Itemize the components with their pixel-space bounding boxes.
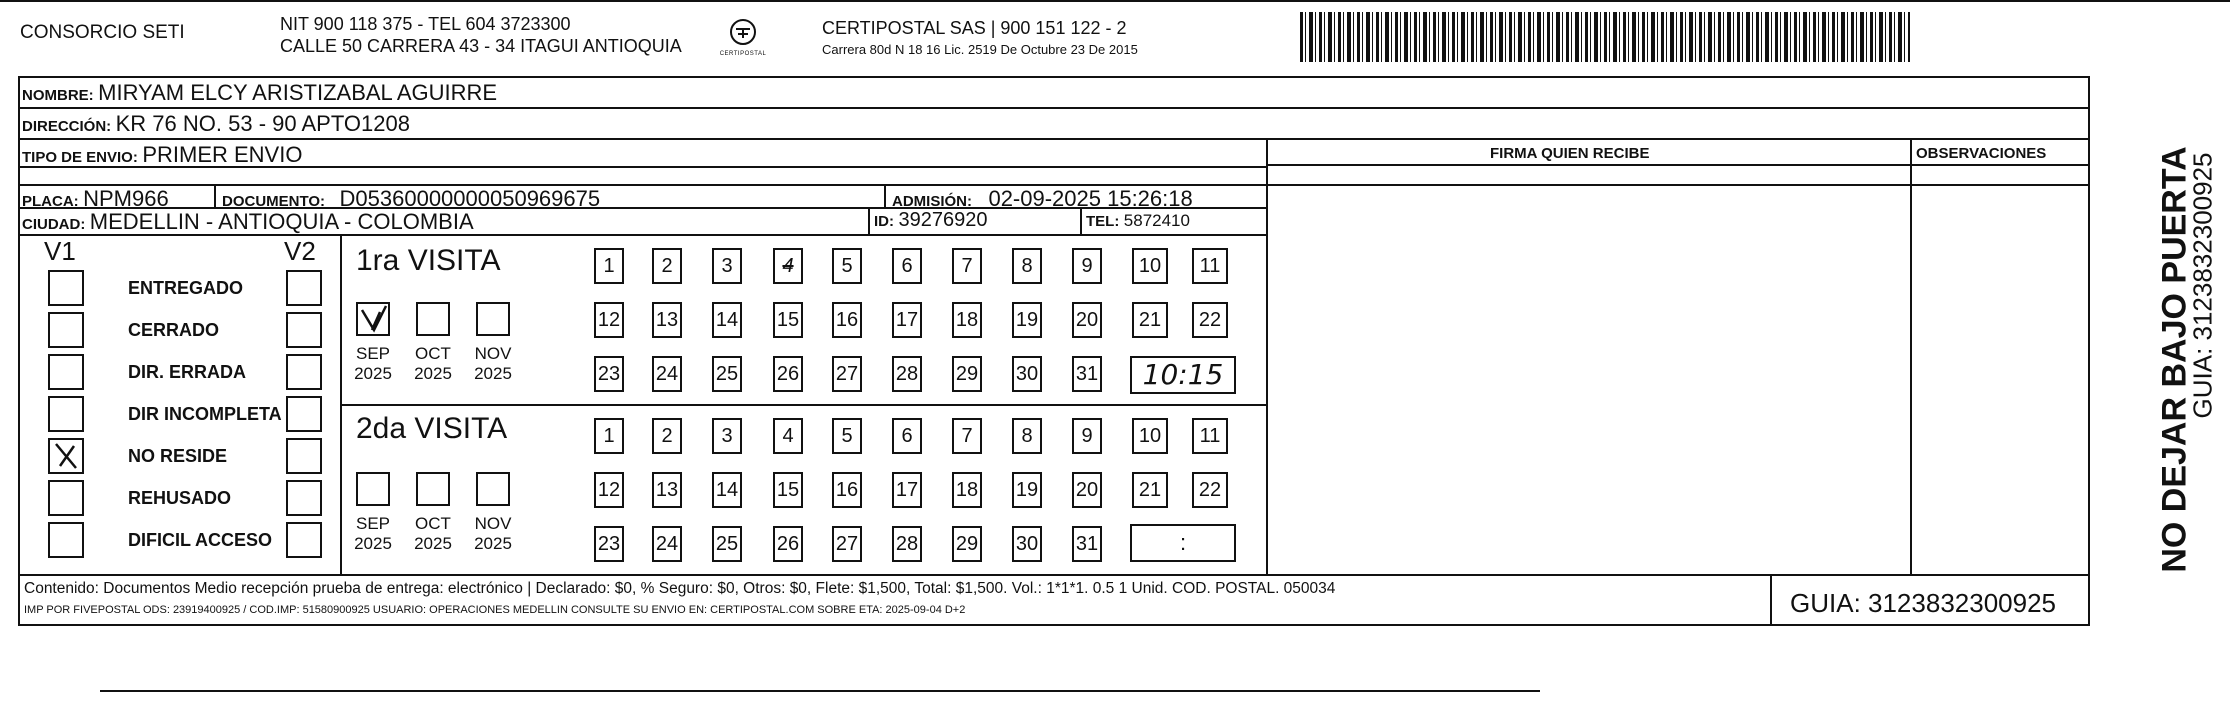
col-line <box>884 184 886 208</box>
status-v2-checkbox[interactable] <box>286 354 322 390</box>
tipo-label: TIPO DE ENVIO: <box>22 149 138 166</box>
visit2-month-label: SEP <box>355 514 391 533</box>
visit1-day-box[interactable]: 17 <box>892 302 922 338</box>
nombre-row <box>22 80 497 106</box>
visit1-month-label: OCT <box>415 344 451 363</box>
visit2-day-box[interactable]: 26 <box>773 526 803 562</box>
status-label: ENTREGADO <box>128 278 244 298</box>
visit1-day-box[interactable]: 1 <box>594 248 624 284</box>
side-guia-text: GUIA: 3123832300925 <box>2187 152 2218 419</box>
visit1-day-box[interactable]: 11 <box>1192 248 1228 284</box>
visit2-day-box[interactable]: 29 <box>952 526 982 562</box>
visit1-month-checkbox[interactable] <box>356 302 390 336</box>
visit1-day-box[interactable]: 18 <box>952 302 982 338</box>
nombre-value: MIRYAM ELCY ARISTIZABAL AGUIRRE <box>98 80 498 105</box>
visit2-month-label: NOV <box>474 514 512 533</box>
visit1-day-box[interactable]: 8 <box>1012 248 1042 284</box>
tipo-value: PRIMER ENVIO <box>142 142 303 167</box>
visit1-day-box[interactable]: 15 <box>773 302 803 338</box>
direccion-value: KR 76 NO. 53 - 90 APTO1208 <box>115 111 410 136</box>
id-value: 39276920 <box>898 209 988 231</box>
address-line: CALLE 50 CARRERA 43 - 34 ITAGUI ANTIOQUIA <box>280 36 682 56</box>
documento-label: DOCUMENTO: <box>222 193 326 210</box>
visit2-day-box[interactable]: 18 <box>952 472 982 508</box>
visit1-day-box[interactable]: 28 <box>892 356 922 392</box>
visit2-month-year: 2025 <box>414 534 452 553</box>
placa-label: PLACA: <box>22 193 79 210</box>
visit1-day-box[interactable]: 9 <box>1072 248 1102 284</box>
status-v1-checkbox[interactable] <box>48 522 84 558</box>
ciudad-row <box>22 209 474 235</box>
certipostal-logo-icon <box>728 18 758 46</box>
visit1-month-checkbox[interactable] <box>476 302 510 336</box>
status-v1-checkbox[interactable] <box>48 354 84 390</box>
visit1-month-label: NOV <box>474 344 512 363</box>
status-label: DIR INCOMPLETA <box>128 404 282 424</box>
visit2-month-label: OCT <box>415 514 451 533</box>
tel-value: 5872410 <box>1123 211 1190 230</box>
visit1-day-box[interactable]: 31 <box>1072 356 1102 392</box>
visit1-day-box[interactable]: 23 <box>594 356 624 392</box>
visit2-day-box[interactable]: 16 <box>832 472 862 508</box>
certipostal-logo <box>718 18 768 64</box>
status-v1-checkbox[interactable] <box>48 438 84 474</box>
status-v2-checkbox[interactable] <box>286 270 322 306</box>
status-v2-checkbox[interactable] <box>286 438 322 474</box>
visit1-day-box[interactable]: 5 <box>832 248 862 284</box>
visit2-day-box[interactable]: 30 <box>1012 526 1042 562</box>
tel-row <box>1086 211 1190 231</box>
documento-value: D05360000000050969675 <box>339 186 601 211</box>
visit2-day-box[interactable]: 12 <box>594 472 624 508</box>
col-line <box>2088 138 2090 186</box>
placa-value: NPM966 <box>83 186 169 211</box>
visit1-day-box[interactable]: 3 <box>712 248 742 284</box>
visit1-day-box[interactable]: 22 <box>1192 302 1228 338</box>
visit2-day-box[interactable]: 20 <box>1072 472 1102 508</box>
col-line <box>214 184 216 208</box>
v2-label: V2 <box>284 236 316 266</box>
visit1-day-box[interactable]: 12 <box>594 302 624 338</box>
row-line <box>18 107 2090 109</box>
status-v2-checkbox[interactable] <box>286 312 322 348</box>
visit1-month-year: 2025 <box>474 364 512 383</box>
col-line <box>1266 138 1268 574</box>
visit1-day-box[interactable]: 29 <box>952 356 982 392</box>
visit2-day-box[interactable]: 28 <box>892 526 922 562</box>
visit2-day-box[interactable]: 21 <box>1132 472 1168 508</box>
visit1-day-box[interactable]: 14 <box>712 302 742 338</box>
col-line <box>1770 574 1772 626</box>
visit2-title: 2da VISITA <box>356 412 508 445</box>
col-line <box>1910 138 1912 574</box>
visit2-day-box[interactable]: 11 <box>1192 418 1228 454</box>
row-line <box>1266 164 2090 166</box>
visit1-month-label: SEP <box>355 344 391 363</box>
visit2-day-box[interactable]: 6 <box>892 418 922 454</box>
bottom-rule <box>100 690 1540 692</box>
visit1-day-box[interactable]: 30 <box>1012 356 1042 392</box>
visit1-day-box[interactable]: 4 <box>773 248 803 284</box>
row-line <box>340 404 1266 406</box>
visit1-day-box[interactable]: 26 <box>773 356 803 392</box>
visit2-month-checkbox[interactable] <box>356 472 390 506</box>
visit2-day-box[interactable]: 24 <box>652 526 682 562</box>
certipostal-line: CERTIPOSTAL SAS | 900 151 122 - 2 <box>822 18 1127 38</box>
status-label: DIFICIL ACCESO <box>128 530 273 550</box>
side-big-text: NO DEJAR BAJO PUERTA <box>2155 146 2194 573</box>
form-frame <box>18 76 2090 626</box>
tel-label: TEL: <box>1086 213 1120 230</box>
visit2-day-box[interactable]: 14 <box>712 472 742 508</box>
visit1-day-box[interactable]: 25 <box>712 356 742 392</box>
logo-text: CERTIPOSTAL <box>719 51 767 57</box>
visit1-day-box[interactable]: 10 <box>1132 248 1168 284</box>
ciudad-label: CIUDAD: <box>22 216 86 233</box>
visit2-day-box[interactable]: 3 <box>712 418 742 454</box>
status-label: DIR. ERRADA <box>128 362 247 382</box>
company-name: CONSORCIO SETI <box>20 22 185 43</box>
visit2-day-box[interactable]: 4 <box>773 418 803 454</box>
visit2-day-box[interactable]: 19 <box>1012 472 1042 508</box>
visit2-day-box[interactable]: 31 <box>1072 526 1102 562</box>
top-rule <box>0 0 2230 2</box>
visit2-day-box[interactable]: 9 <box>1072 418 1102 454</box>
nit-line: NIT 900 118 375 - TEL 604 3723300 <box>280 14 571 34</box>
direccion-label: DIRECCIÓN: <box>22 118 112 135</box>
visit1-day-box[interactable]: 2 <box>652 248 682 284</box>
id-label: ID: <box>874 213 894 230</box>
visit1-month-year: 2025 <box>414 364 452 383</box>
visit2-day-box[interactable]: 17 <box>892 472 922 508</box>
visit2-day-box[interactable]: 22 <box>1192 472 1228 508</box>
admision-label: ADMISIÓN: <box>892 193 972 210</box>
visit1-day-box[interactable]: 20 <box>1072 302 1102 338</box>
visit2-month-year: 2025 <box>474 534 512 553</box>
visit2-day-box[interactable]: 10 <box>1132 418 1168 454</box>
visit1-day-box[interactable]: 13 <box>652 302 682 338</box>
visit1-day-box[interactable]: 27 <box>832 356 862 392</box>
visit1-time-box <box>1130 356 1236 394</box>
visit2-day-box[interactable]: 23 <box>594 526 624 562</box>
footer-guia: GUIA: 3123832300925 <box>1790 588 2056 618</box>
observaciones-label: OBSERVACIONES <box>1916 145 2047 162</box>
visit2-day-box[interactable]: 25 <box>712 526 742 562</box>
status-label: NO RESIDE <box>128 446 228 466</box>
status-v2-checkbox[interactable] <box>286 522 322 558</box>
footer-line-2: IMP POR FIVEPOSTAL ODS: 23919400925 / COD.IMP: 51580900925 USUARIO: OPERACIONES MEDELLIN CONSULTE SU ENVIO EN: CERTIPOSTAL.COM SOBRE ETA: 2025-09-04 D+2 <box>24 604 966 616</box>
visit1-day-box[interactable]: 21 <box>1132 302 1168 338</box>
visit2-time: : <box>1179 530 1187 555</box>
status-label: REHUSADO <box>128 488 232 508</box>
col-line <box>868 207 870 234</box>
visit2-day-box[interactable]: 13 <box>652 472 682 508</box>
visit2-month-checkbox[interactable] <box>416 472 450 506</box>
tipo-row <box>22 142 302 168</box>
status-v1-checkbox[interactable] <box>48 396 84 432</box>
visit2-day-box[interactable]: 2 <box>652 418 682 454</box>
admision-value: 02-09-2025 15:26:18 <box>988 186 1193 211</box>
id-row <box>874 209 987 232</box>
visit1-day-box[interactable]: 24 <box>652 356 682 392</box>
visit2-day-box[interactable]: 7 <box>952 418 982 454</box>
footer-line-1: Contenido: Documentos Medio recepción prueba de entrega: electrónico | Declarado: $0, % Seguro: $0, Otros: $0, Flete: $1,500, Total: $1,500. Vol.: 1*1*1. 0.5 1 Unid. COD. POSTAL. 050034 <box>24 580 1336 597</box>
row-line <box>18 574 2090 576</box>
status-v1-checkbox[interactable] <box>48 480 84 516</box>
visit1-month-year: 2025 <box>354 364 392 383</box>
visit1-title: 1ra VISITA <box>356 244 501 277</box>
direccion-row <box>22 111 410 137</box>
visit1-month-checkbox[interactable] <box>416 302 450 336</box>
barcode <box>1300 12 1910 62</box>
visit1-day-box[interactable]: 19 <box>1012 302 1042 338</box>
license-line: Carrera 80d N 18 16 Lic. 2519 De Octubre 23 De 2015 <box>822 42 1138 57</box>
visit1-day-box[interactable]: 7 <box>952 248 982 284</box>
visit2-month-year: 2025 <box>354 534 392 553</box>
status-v2-checkbox[interactable] <box>286 396 322 432</box>
visit2-day-box[interactable]: 5 <box>832 418 862 454</box>
status-v1-checkbox[interactable] <box>48 312 84 348</box>
visit2-time-box <box>1130 524 1236 562</box>
visit1-day-box[interactable]: 6 <box>892 248 922 284</box>
ciudad-value: MEDELLIN - ANTIOQUIA - COLOMBIA <box>89 209 474 234</box>
status-v1-checkbox[interactable] <box>48 270 84 306</box>
nombre-label: NOMBRE: <box>22 87 94 104</box>
status-label: CERRADO <box>128 320 220 340</box>
firma-label: FIRMA QUIEN RECIBE <box>1490 145 1650 162</box>
visit1-time: 10:15 <box>1142 358 1224 391</box>
v1-label: V1 <box>44 236 76 266</box>
row-line <box>18 138 2090 140</box>
visit2-day-box[interactable]: 1 <box>594 418 624 454</box>
visit2-day-box[interactable]: 8 <box>1012 418 1042 454</box>
visit2-day-box[interactable]: 15 <box>773 472 803 508</box>
status-v2-checkbox[interactable] <box>286 480 322 516</box>
visit2-day-box[interactable]: 27 <box>832 526 862 562</box>
visit2-month-checkbox[interactable] <box>476 472 510 506</box>
visit1-day-box[interactable]: 16 <box>832 302 862 338</box>
